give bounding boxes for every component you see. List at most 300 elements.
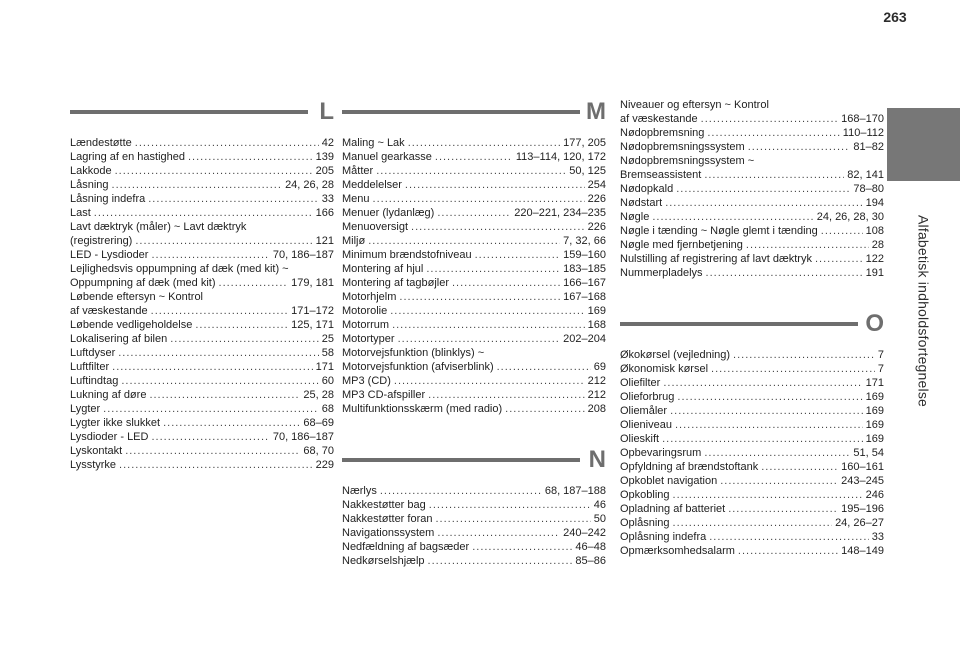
heading-rule <box>620 322 858 326</box>
entry-term: Lygter ikke slukket <box>70 417 161 429</box>
entry-pages: 167–168 <box>563 291 606 303</box>
dot-leader <box>112 178 283 192</box>
entry-pages: 33 <box>321 193 334 205</box>
index-entry <box>620 474 884 488</box>
entry-pages: 7, 32, 66 <box>563 235 606 247</box>
index-entry <box>620 432 884 446</box>
entry-pages: 70, 186–187 <box>272 249 334 261</box>
dot-leader <box>663 376 862 390</box>
dot-leader <box>761 460 838 474</box>
entry-pages: 110–112 <box>842 127 884 139</box>
letter-heading <box>70 98 334 128</box>
dot-leader <box>149 388 300 402</box>
entry-pages: 240–242 <box>563 527 606 539</box>
dot-leader <box>398 332 561 346</box>
entry-term: Miljø <box>342 235 366 247</box>
entry-pages: 212 <box>587 389 606 401</box>
index-entry <box>620 112 884 126</box>
dot-leader <box>368 234 560 248</box>
entry-pages: 50 <box>593 513 606 525</box>
entry-term: Bremseassistent <box>620 169 702 181</box>
entry-pages: 246 <box>865 489 884 501</box>
index-entry <box>620 168 884 182</box>
entry-term: Nødopkald <box>620 183 674 195</box>
entry-pages: 254 <box>587 179 606 191</box>
entry-term: MP3 CD-afspiller <box>342 389 426 401</box>
entry-term: Opkoblet navigation <box>620 475 718 487</box>
entry-pages: 171 <box>315 361 334 373</box>
dot-leader <box>188 150 313 164</box>
entry-pages: 25 <box>321 333 334 345</box>
index-entry <box>342 178 606 192</box>
dot-leader <box>405 178 585 192</box>
entry-pages: 169 <box>865 405 884 417</box>
entry-term: LED - Lysdioder <box>70 249 149 261</box>
index-entry <box>620 140 884 154</box>
entry-term: Navigationssystem <box>342 527 435 539</box>
entry-term: Motorolie <box>342 305 388 317</box>
entry-pages: 220–221, 234–235 <box>514 207 606 219</box>
entry-pages: 166–167 <box>563 277 606 289</box>
dot-leader <box>709 530 869 544</box>
entry-pages: 113–114, 120, 172 <box>515 151 606 163</box>
entry-pages: 24, 26–27 <box>835 517 884 529</box>
entry-pages: 226 <box>587 193 606 205</box>
entry-term: Løbende vedligeholdelse <box>70 319 193 331</box>
entry-term: Manuel gearkasse <box>342 151 432 163</box>
dot-leader <box>392 318 585 332</box>
index-entry <box>70 430 334 444</box>
entry-term: Montering af tagbøjler <box>342 277 449 289</box>
dot-leader <box>373 192 585 206</box>
dot-leader <box>435 512 590 526</box>
dot-leader <box>103 402 319 416</box>
index-entry <box>70 444 334 458</box>
index-column-1 <box>70 98 334 472</box>
index-entry <box>70 304 334 318</box>
dot-leader <box>394 374 585 388</box>
entry-pages: 25, 28 <box>303 389 334 401</box>
entry-pages: 69 <box>593 361 606 373</box>
entry-term: Motorvejsfunktion (afviserblink) <box>342 361 494 373</box>
dot-leader <box>163 416 300 430</box>
entry-term: Nøgle med fjernbetjening <box>620 239 743 251</box>
index-entry <box>342 498 606 512</box>
entry-pages: 179, 181 <box>291 277 334 289</box>
dot-leader <box>670 404 863 418</box>
entry-term: Oliemåler <box>620 405 668 417</box>
index-entry <box>342 276 606 290</box>
dot-leader <box>706 266 863 280</box>
dot-leader <box>452 276 560 290</box>
entry-term: Lygter <box>70 403 101 415</box>
dot-leader <box>704 168 844 182</box>
dot-leader <box>437 526 560 540</box>
index-entry-line: Lavt dæktryk (måler) ~ Lavt dæktryk <box>70 221 247 233</box>
entry-pages: 168 <box>587 319 606 331</box>
index-entry <box>620 446 884 460</box>
entry-pages: 191 <box>865 267 884 279</box>
index-column-2 <box>342 98 606 568</box>
entry-pages: 166 <box>315 207 334 219</box>
index-entry <box>70 136 334 150</box>
dot-leader <box>815 252 863 266</box>
entry-pages: 70, 186–187 <box>272 431 334 443</box>
index-entry <box>70 248 334 262</box>
entry-term: Lagring af en hastighed <box>70 151 185 163</box>
dot-leader <box>677 390 862 404</box>
entry-term: Lysstyrke <box>70 459 117 471</box>
index-entry <box>70 458 334 472</box>
entry-pages: 85–86 <box>575 555 606 567</box>
section-gap <box>620 280 884 310</box>
entry-term: Luftfilter <box>70 361 110 373</box>
entry-term: Opfyldning af brændstoftank <box>620 461 759 473</box>
entry-term: af væskestande <box>620 113 698 125</box>
entry-pages: 60 <box>321 375 334 387</box>
entry-pages: 51, 54 <box>853 447 884 459</box>
dot-leader <box>151 248 269 262</box>
index-entry <box>70 388 334 402</box>
entry-term: Nedkørselshjælp <box>342 555 425 567</box>
index-entry <box>342 402 606 416</box>
index-entry <box>342 234 606 248</box>
index-entry <box>620 460 884 474</box>
entry-pages: 50, 125 <box>569 165 606 177</box>
index-entry <box>342 512 606 526</box>
index-entry <box>620 502 884 516</box>
dot-leader <box>676 182 850 196</box>
index-entry <box>342 262 606 276</box>
index-entry <box>70 164 334 178</box>
dot-leader <box>429 498 591 512</box>
index-entry-line: Motorvejsfunktion (blinklys) ~ <box>342 347 485 359</box>
entry-term: Måtter <box>342 165 374 177</box>
entry-term: Lændestøtte <box>70 137 132 149</box>
dot-leader <box>115 164 313 178</box>
index-entry <box>620 544 884 558</box>
dot-leader <box>435 150 513 164</box>
index-entry <box>620 348 884 362</box>
dot-leader <box>821 224 863 238</box>
index-entry <box>620 530 884 544</box>
dot-leader <box>219 276 289 290</box>
dot-leader <box>472 540 572 554</box>
entry-term: Økokørsel (vejledning) <box>620 349 731 361</box>
entry-pages: 177, 205 <box>563 137 606 149</box>
index-entry <box>70 402 334 416</box>
entry-pages: 171–172 <box>291 305 334 317</box>
entry-pages: 28 <box>871 239 884 251</box>
entry-term: Olieniveau <box>620 419 672 431</box>
chapter-title: Alfabetisk indholdsfortegnelse <box>915 214 932 407</box>
dot-leader <box>121 374 318 388</box>
entry-pages: 171 <box>865 377 884 389</box>
index-column-3 <box>620 98 884 558</box>
entry-pages: 169 <box>587 305 606 317</box>
index-entry <box>342 220 606 234</box>
entry-term: Olieskift <box>620 433 660 445</box>
dot-leader <box>376 164 566 178</box>
index-entry <box>620 362 884 376</box>
index-entry <box>70 276 334 290</box>
dot-leader <box>118 346 319 360</box>
index-entry <box>620 126 884 140</box>
entry-pages: 7 <box>877 363 884 375</box>
index-entry <box>342 374 606 388</box>
dot-leader <box>746 238 869 252</box>
entry-term: Lukning af døre <box>70 389 147 401</box>
entry-term: Oplåsning indefra <box>620 531 707 543</box>
index-entry <box>620 252 884 266</box>
entry-pages: 183–185 <box>563 263 606 275</box>
entry-term: af væskestande <box>70 305 148 317</box>
entry-term: Opmærksomhedsalarm <box>620 545 735 557</box>
dot-leader <box>505 402 584 416</box>
dot-leader <box>497 360 591 374</box>
entry-term: Maling ~ Lak <box>342 137 405 149</box>
entry-pages: 122 <box>865 253 884 265</box>
entry-term: Opladning af batteriet <box>620 503 726 515</box>
index-entry <box>70 332 334 346</box>
entry-pages: 42 <box>321 137 334 149</box>
letter-heading <box>342 98 606 128</box>
entry-term: Motorhjelm <box>342 291 397 303</box>
entry-term: Meddelelser <box>342 179 402 191</box>
letter-heading <box>620 310 884 340</box>
dot-leader <box>428 554 573 568</box>
dot-leader <box>151 430 269 444</box>
index-entry <box>70 374 334 388</box>
index-entry <box>620 390 884 404</box>
dot-leader <box>195 318 288 332</box>
entry-term: Nakkestøtter foran <box>342 513 433 525</box>
index-entry <box>620 238 884 252</box>
entry-pages: 194 <box>865 197 884 209</box>
index-entry <box>620 196 884 210</box>
index-entry <box>70 360 334 374</box>
index-entry <box>70 318 334 332</box>
dot-leader <box>701 112 839 126</box>
entry-term: Menuoversigt <box>342 221 409 233</box>
entry-term: Minimum brændstofniveau <box>342 249 472 261</box>
entry-pages: 195–196 <box>841 503 884 515</box>
dot-leader <box>151 304 289 318</box>
index-entry <box>342 248 606 262</box>
entry-term: Motortyper <box>342 333 395 345</box>
entry-pages: 139 <box>315 151 334 163</box>
entry-term: (registrering) <box>70 235 133 247</box>
entry-pages: 24, 26, 28 <box>285 179 334 191</box>
index-entry <box>342 540 606 554</box>
entry-pages: 68 <box>321 403 334 415</box>
dot-leader <box>135 136 319 150</box>
dot-leader <box>112 360 313 374</box>
dot-leader <box>408 136 560 150</box>
entry-term: Lyskontakt <box>70 445 123 457</box>
index-entry <box>342 388 606 402</box>
entry-pages: 226 <box>587 221 606 233</box>
index-entry <box>70 346 334 360</box>
entry-term: Låsning indefra <box>70 193 146 205</box>
entry-pages: 208 <box>587 403 606 415</box>
heading-rule <box>342 458 580 462</box>
index-entry <box>342 332 606 346</box>
entry-pages: 46–48 <box>575 541 606 553</box>
dot-leader <box>665 196 862 210</box>
entry-pages: 169 <box>865 391 884 403</box>
dot-leader <box>94 206 313 220</box>
entry-pages: 168–170 <box>841 113 884 125</box>
index-entry <box>342 164 606 178</box>
heading-rule <box>342 110 580 114</box>
entry-term: Nedfældning af bagsæder <box>342 541 470 553</box>
section-letter: M <box>586 98 606 125</box>
index-entry <box>620 488 884 502</box>
index-entry <box>70 416 334 430</box>
index-entry <box>620 266 884 280</box>
entry-pages: 125, 171 <box>291 319 334 331</box>
index-entry <box>620 404 884 418</box>
entry-term: Låsning <box>70 179 109 191</box>
dot-leader <box>135 234 312 248</box>
dot-leader <box>119 458 313 472</box>
entry-pages: 212 <box>587 375 606 387</box>
dot-leader <box>711 362 875 376</box>
index-entry <box>620 418 884 432</box>
entry-term: Olieforbrug <box>620 391 675 403</box>
dot-leader <box>390 304 584 318</box>
index-entry <box>70 206 334 220</box>
index-entry <box>620 182 884 196</box>
dot-leader <box>399 290 560 304</box>
index-entry <box>342 554 606 568</box>
index-entry <box>620 210 884 224</box>
entry-term: Opbevaringsrum <box>620 447 702 459</box>
entry-pages: 159–160 <box>563 249 606 261</box>
dot-leader <box>728 502 838 516</box>
dot-leader <box>733 348 875 362</box>
dot-leader <box>652 210 813 224</box>
entry-term: Motorrum <box>342 319 390 331</box>
entry-pages: 205 <box>315 165 334 177</box>
entry-term: Nødstart <box>620 197 663 209</box>
dot-leader <box>475 248 561 262</box>
entry-pages: 46 <box>593 499 606 511</box>
entry-pages: 68, 70 <box>303 445 334 457</box>
entry-pages: 33 <box>871 531 884 543</box>
dot-leader <box>673 516 833 530</box>
entry-term: Montering af hjul <box>342 263 424 275</box>
entry-pages: 243–245 <box>841 475 884 487</box>
index-entry-line: Nødopbremsningssystem ~ <box>620 155 755 167</box>
entry-pages: 229 <box>315 459 334 471</box>
index-entry <box>620 376 884 390</box>
entry-term: Nakkestøtter bag <box>342 499 426 511</box>
entry-pages: 81–82 <box>853 141 884 153</box>
index-entry <box>70 178 334 192</box>
dot-leader <box>720 474 838 488</box>
entry-term: Oppumpning af dæk (med kit) <box>70 277 216 289</box>
page-number: 263 <box>883 9 907 25</box>
entry-term: Luftdyser <box>70 347 116 359</box>
index-entry <box>70 234 334 248</box>
entry-term: Menu <box>342 193 370 205</box>
entry-pages: 68–69 <box>303 417 334 429</box>
entry-term: Nødopbremsningssystem <box>620 141 745 153</box>
dot-leader <box>170 332 319 346</box>
dot-leader <box>148 192 319 206</box>
dot-leader <box>748 140 851 154</box>
entry-term: Lokalisering af bilen <box>70 333 168 345</box>
entry-term: Nulstilling af registrering af lavt dæktryk <box>620 253 812 265</box>
index-entry <box>342 136 606 150</box>
entry-term: Last <box>70 207 91 219</box>
index-entry-line: Niveauer og eftersyn ~ Kontrol <box>620 99 769 111</box>
section-letter: N <box>588 446 606 473</box>
entry-term: Oplåsning <box>620 517 670 529</box>
dot-leader <box>411 220 585 234</box>
entry-term: Oliefilter <box>620 377 661 389</box>
entry-pages: 169 <box>865 433 884 445</box>
index-entry <box>342 484 606 498</box>
entry-pages: 7 <box>877 349 884 361</box>
entry-pages: 121 <box>315 235 334 247</box>
index-entry <box>342 150 606 164</box>
entry-term: Nøgle <box>620 211 650 223</box>
index-entry <box>620 224 884 238</box>
index-entry <box>70 192 334 206</box>
entry-pages: 68, 187–188 <box>544 485 606 497</box>
entry-term: Nærlys <box>342 485 377 497</box>
dot-leader <box>437 206 511 220</box>
dot-leader <box>428 388 585 402</box>
index-entry <box>342 318 606 332</box>
entry-term: Multifunktionsskærm (med radio) <box>342 403 503 415</box>
entry-term: Lakkode <box>70 165 112 177</box>
dot-leader <box>704 446 850 460</box>
letter-heading <box>342 446 606 476</box>
section-letter: O <box>865 310 884 337</box>
entry-term: Lysdioder - LED <box>70 431 149 443</box>
entry-pages: 202–204 <box>563 333 606 345</box>
heading-rule <box>70 110 308 114</box>
index-entry <box>342 290 606 304</box>
index-entry <box>620 516 884 530</box>
entry-term: Nummerpladelys <box>620 267 703 279</box>
entry-term: Økonomisk kørsel <box>620 363 709 375</box>
section-gap <box>342 416 606 446</box>
dot-leader <box>125 444 300 458</box>
entry-pages: 169 <box>865 419 884 431</box>
entry-term: Nøgle i tænding ~ Nøgle glemt i tænding <box>620 225 818 237</box>
dot-leader <box>662 432 863 446</box>
dot-leader <box>675 418 863 432</box>
entry-term: Menuer (lydanlæg) <box>342 207 435 219</box>
index-entry <box>342 304 606 318</box>
entry-pages: 78–80 <box>853 183 884 195</box>
index-entry <box>342 206 606 220</box>
dot-leader <box>738 544 838 558</box>
chapter-tab <box>887 108 960 181</box>
index-entry <box>342 526 606 540</box>
dot-leader <box>426 262 560 276</box>
entry-pages: 160–161 <box>841 461 884 473</box>
index-entry <box>342 192 606 206</box>
section-letter: L <box>319 98 334 125</box>
entry-term: MP3 (CD) <box>342 375 391 387</box>
dot-leader <box>707 126 839 140</box>
